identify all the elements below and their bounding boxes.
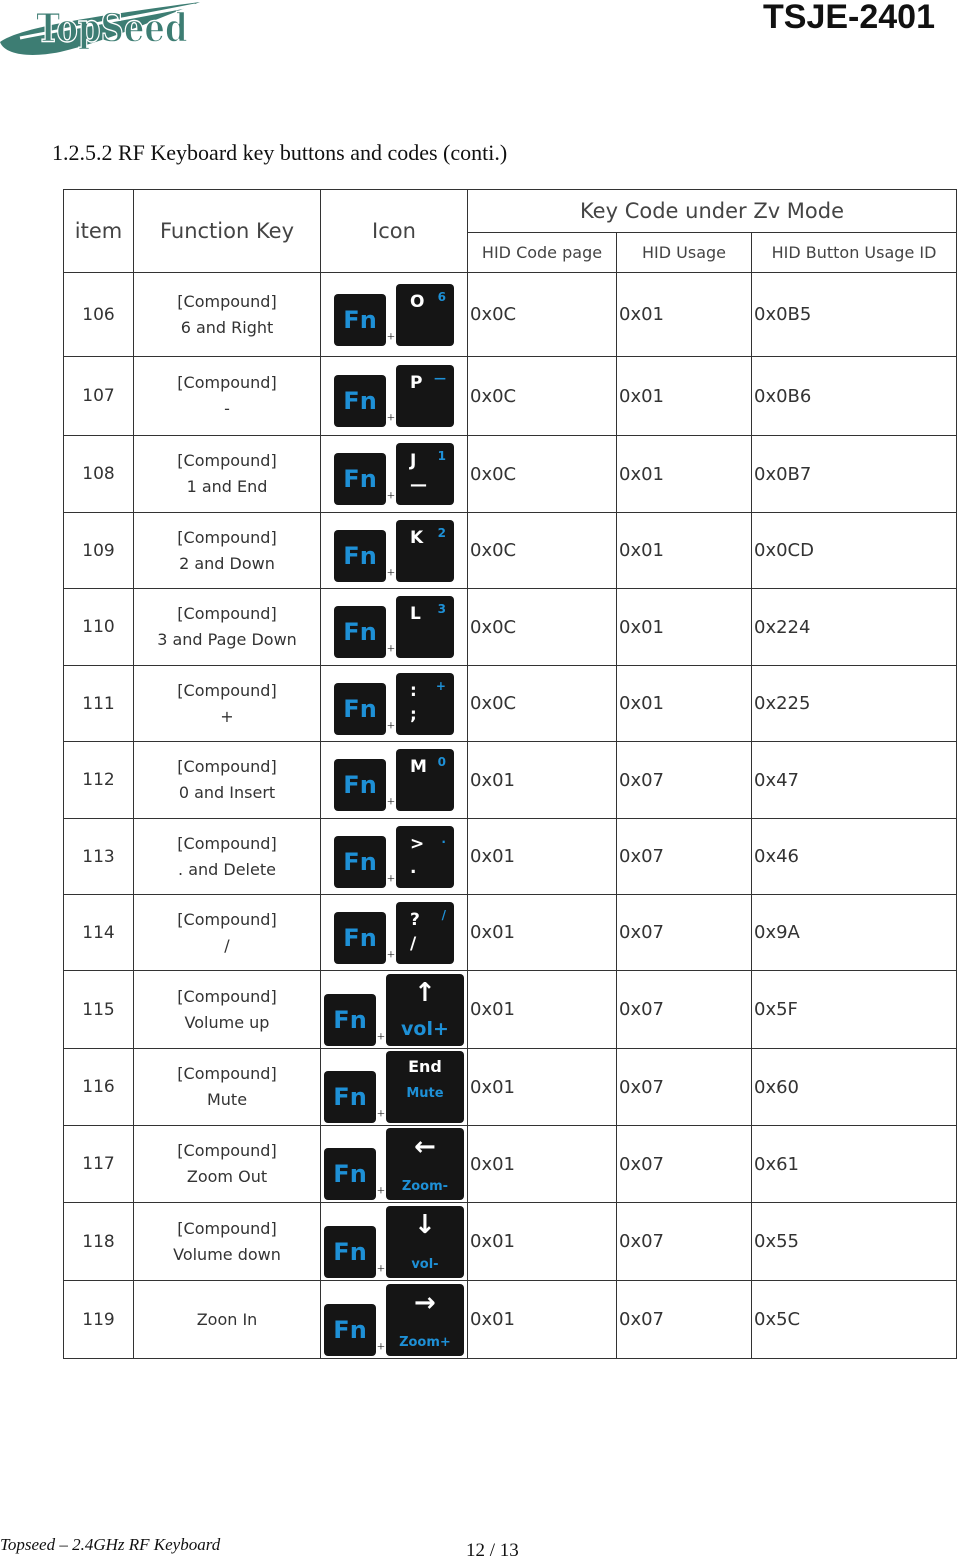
hid-button-usage-id: 0x0B7 bbox=[752, 436, 957, 513]
keycap-icon bbox=[396, 284, 454, 346]
table-row bbox=[64, 436, 957, 513]
hid-button-usage-id: 0x224 bbox=[752, 589, 957, 666]
function-key-cell bbox=[134, 589, 321, 666]
header-hid-usage: HID Usage bbox=[617, 233, 752, 273]
key-icon-cell bbox=[321, 589, 468, 666]
hid-button-usage-id: 0x46 bbox=[752, 819, 957, 895]
key-arrow-icon: ↑ bbox=[414, 977, 436, 1008]
hid-code-page: 0x01 bbox=[468, 1126, 617, 1203]
key-combo bbox=[324, 1051, 464, 1123]
key-lower-label: / bbox=[409, 933, 417, 954]
key-combo bbox=[334, 443, 454, 505]
hid-button-usage-id: 0x0B6 bbox=[752, 357, 957, 436]
plus-sign: + bbox=[387, 718, 395, 734]
hid-code-page: 0x0C bbox=[468, 273, 617, 357]
function-key-cell bbox=[134, 273, 321, 357]
header-hid-code-page: HID Code page bbox=[468, 233, 617, 273]
function-key-cell bbox=[134, 666, 321, 742]
key-combo bbox=[324, 1206, 464, 1278]
table-row bbox=[64, 1126, 957, 1203]
fn-key-icon: Fn bbox=[334, 912, 386, 964]
function-key-line1: [Compound] bbox=[177, 909, 277, 929]
function-key-line2: + bbox=[220, 706, 234, 726]
function-key-line2: 1 and End bbox=[186, 477, 268, 496]
function-key-line1: [Compound] bbox=[177, 291, 277, 311]
hid-button-usage-id: 0x9A bbox=[752, 895, 957, 971]
key-combo bbox=[334, 520, 454, 582]
key-secondary-label: vol- bbox=[411, 1256, 439, 1272]
key-secondary-label: + bbox=[435, 678, 446, 693]
key-primary-label: : bbox=[409, 680, 417, 701]
fn-key-icon: Fn bbox=[324, 1071, 376, 1123]
key-combo bbox=[334, 596, 454, 658]
plus-sign: + bbox=[387, 565, 395, 581]
fn-key-icon: Fn bbox=[334, 530, 386, 582]
key-combo bbox=[334, 826, 454, 888]
key-primary-label: J bbox=[409, 451, 417, 471]
fn-key-icon: Fn bbox=[334, 759, 386, 811]
plus-sign: + bbox=[387, 947, 395, 963]
item-number: 115 bbox=[64, 971, 134, 1049]
hid-usage: 0x01 bbox=[617, 273, 752, 357]
keycap-icon bbox=[386, 1206, 464, 1278]
table-row bbox=[64, 819, 957, 895]
key-icon-cell bbox=[321, 436, 468, 513]
function-key-cell bbox=[134, 971, 321, 1049]
function-key-cell bbox=[134, 436, 321, 513]
key-combo bbox=[334, 673, 454, 735]
document-id: TSJE-2401 bbox=[763, 0, 935, 36]
keycap-icon bbox=[396, 365, 454, 427]
item-number: 109 bbox=[64, 513, 134, 589]
hid-usage: 0x07 bbox=[617, 1049, 752, 1126]
item-number: 113 bbox=[64, 819, 134, 895]
key-arrow-icon: ↓ bbox=[414, 1209, 436, 1240]
fn-key-icon: Fn bbox=[334, 453, 386, 505]
plus-sign: + bbox=[377, 1261, 385, 1277]
plus-sign: + bbox=[387, 642, 395, 657]
key-primary-label: End bbox=[408, 1057, 442, 1076]
function-key-line2: 6 and Right bbox=[180, 317, 274, 337]
table-row bbox=[64, 971, 957, 1049]
hid-usage: 0x01 bbox=[617, 589, 752, 666]
key-icon-cell bbox=[321, 1203, 468, 1281]
plus-sign: + bbox=[387, 411, 395, 426]
key-secondary-label: Mute bbox=[406, 1086, 444, 1101]
plus-sign: + bbox=[377, 1339, 385, 1355]
hid-code-page: 0x01 bbox=[468, 1049, 617, 1126]
function-key-cell bbox=[134, 357, 321, 436]
footer-page-number: 12 / 13 bbox=[466, 1540, 519, 1561]
hid-button-usage-id: 0x0B5 bbox=[752, 273, 957, 357]
key-icon-cell bbox=[321, 1049, 468, 1126]
function-key-line1: [Compound] bbox=[177, 1218, 277, 1238]
key-icon-cell bbox=[321, 1126, 468, 1203]
table-row bbox=[64, 1203, 957, 1281]
function-key-cell bbox=[134, 819, 321, 895]
footer-product: Topseed – 2.4GHz RF Keyboard bbox=[0, 1535, 221, 1554]
function-key-cell bbox=[134, 895, 321, 971]
key-primary-label: M bbox=[409, 757, 427, 777]
key-combo bbox=[324, 1284, 464, 1356]
header-item: item bbox=[64, 190, 134, 273]
function-key-cell bbox=[134, 1281, 321, 1359]
hid-button-usage-id: 0x60 bbox=[752, 1049, 957, 1126]
plus-sign: + bbox=[387, 795, 395, 810]
key-secondary-label: 2 bbox=[437, 525, 446, 540]
hid-usage: 0x01 bbox=[617, 436, 752, 513]
key-combo bbox=[334, 284, 454, 346]
key-icon-cell bbox=[321, 819, 468, 895]
item-number: 112 bbox=[64, 742, 134, 819]
key-combo bbox=[324, 1128, 464, 1200]
hid-code-page: 0x0C bbox=[468, 589, 617, 666]
fn-key-icon: Fn bbox=[324, 1226, 376, 1278]
hid-usage: 0x07 bbox=[617, 1126, 752, 1203]
hid-code-page: 0x01 bbox=[468, 742, 617, 819]
table-body bbox=[64, 273, 957, 1359]
hid-button-usage-id: 0x47 bbox=[752, 742, 957, 819]
item-number: 118 bbox=[64, 1203, 134, 1281]
function-key-line2: - bbox=[224, 399, 230, 418]
table-row bbox=[64, 1049, 957, 1126]
function-key-line2: / bbox=[224, 935, 230, 955]
item-number: 114 bbox=[64, 895, 134, 971]
fn-key-icon: Fn bbox=[334, 606, 386, 658]
hid-usage: 0x01 bbox=[617, 357, 752, 436]
function-key-line1: [Compound] bbox=[177, 680, 277, 700]
function-key-line2: 2 and Down bbox=[179, 553, 275, 573]
item-number: 107 bbox=[64, 357, 134, 436]
table-row bbox=[64, 742, 957, 819]
fn-key-icon: Fn bbox=[334, 683, 386, 735]
key-secondary-label: 6 bbox=[437, 289, 446, 304]
fn-key-icon: Fn bbox=[324, 1304, 376, 1356]
key-primary-label: > bbox=[409, 833, 425, 854]
key-secondary-label: 0 bbox=[437, 755, 446, 769]
hid-code-page: 0x01 bbox=[468, 1281, 617, 1359]
key-code-table bbox=[63, 189, 957, 1359]
item-number: 111 bbox=[64, 666, 134, 742]
function-key-line1: [Compound] bbox=[177, 1141, 277, 1160]
item-number: 117 bbox=[64, 1126, 134, 1203]
key-primary-label: ? bbox=[409, 909, 420, 930]
key-secondary-label: 3 bbox=[437, 602, 446, 616]
plus-sign: + bbox=[377, 1107, 385, 1122]
section-title: 1.2.5.2 RF Keyboard key buttons and codes (conti.) bbox=[52, 140, 508, 165]
plus-sign: + bbox=[377, 1184, 385, 1199]
key-secondary-label: 1 bbox=[437, 449, 446, 463]
key-icon-cell bbox=[321, 895, 468, 971]
key-icon-cell bbox=[321, 1281, 468, 1359]
function-key-cell bbox=[134, 742, 321, 819]
key-icon-cell bbox=[321, 273, 468, 357]
table-row bbox=[64, 513, 957, 589]
keycap-icon bbox=[396, 520, 454, 582]
keycap-icon bbox=[396, 749, 454, 811]
item-number: 106 bbox=[64, 273, 134, 357]
key-combo bbox=[324, 974, 464, 1046]
table-row bbox=[64, 357, 957, 436]
key-secondary-label: / bbox=[441, 907, 446, 922]
hid-code-page: 0x0C bbox=[468, 666, 617, 742]
fn-key-icon: Fn bbox=[334, 375, 386, 427]
key-icon-cell bbox=[321, 357, 468, 436]
hid-usage: 0x07 bbox=[617, 1203, 752, 1281]
function-key-line1: [Compound] bbox=[177, 757, 277, 776]
hid-code-page: 0x0C bbox=[468, 357, 617, 436]
table-row bbox=[64, 589, 957, 666]
function-key-line2: . and Delete bbox=[178, 859, 276, 879]
topseed-logo bbox=[0, 0, 205, 60]
function-key-cell bbox=[134, 1203, 321, 1281]
key-primary-label: O bbox=[409, 291, 425, 312]
function-key-line1: [Compound] bbox=[177, 451, 277, 470]
function-key-line1: [Compound] bbox=[177, 986, 277, 1006]
key-lower-label: . bbox=[409, 857, 417, 878]
table-row bbox=[64, 666, 957, 742]
function-key-line2: Mute bbox=[206, 1090, 248, 1109]
hid-usage: 0x01 bbox=[617, 513, 752, 589]
keycap-icon bbox=[396, 673, 454, 735]
key-combo bbox=[334, 902, 454, 964]
hid-code-page: 0x01 bbox=[468, 895, 617, 971]
function-key-line1: [Compound] bbox=[177, 373, 277, 392]
fn-key-icon: Fn bbox=[334, 294, 386, 346]
item-number: 108 bbox=[64, 436, 134, 513]
function-key-cell bbox=[134, 513, 321, 589]
function-key-line1: [Compound] bbox=[177, 833, 277, 853]
keycap-icon bbox=[386, 974, 464, 1046]
logo-text: TopSeed bbox=[36, 5, 188, 52]
key-arrow-icon: ← bbox=[414, 1132, 436, 1162]
key-icon-cell bbox=[321, 971, 468, 1049]
function-key-line2: Volume down bbox=[173, 1244, 281, 1264]
function-key-line1: [Compound] bbox=[177, 1064, 277, 1083]
hid-code-page: 0x0C bbox=[468, 436, 617, 513]
plus-sign: + bbox=[377, 1029, 385, 1045]
function-key-line2: 3 and Page Down bbox=[157, 630, 297, 649]
hid-usage: 0x07 bbox=[617, 1281, 752, 1359]
key-combo bbox=[334, 749, 454, 811]
key-combo bbox=[334, 365, 454, 427]
fn-key-icon: Fn bbox=[324, 1148, 376, 1200]
key-primary-label: P bbox=[409, 373, 423, 393]
hid-button-usage-id: 0x5C bbox=[752, 1281, 957, 1359]
function-key-line1: [Compound] bbox=[177, 527, 277, 547]
key-arrow-icon: → bbox=[414, 1287, 436, 1318]
hid-usage: 0x01 bbox=[617, 666, 752, 742]
key-secondary-label: . bbox=[441, 831, 446, 846]
header-icon: Icon bbox=[321, 190, 468, 273]
table-row bbox=[64, 273, 957, 357]
function-key-line1: Zoon In bbox=[196, 1309, 258, 1329]
keycap-icon bbox=[386, 1051, 464, 1123]
hid-code-page: 0x01 bbox=[468, 1203, 617, 1281]
header-function-key: Function Key bbox=[134, 190, 321, 273]
hid-button-usage-id: 0x225 bbox=[752, 666, 957, 742]
hid-code-page: 0x01 bbox=[468, 819, 617, 895]
plus-sign: + bbox=[387, 329, 395, 345]
key-icon-cell bbox=[321, 513, 468, 589]
header-hid-button-usage-id: HID Button Usage ID bbox=[752, 233, 957, 273]
hid-code-page: 0x01 bbox=[468, 971, 617, 1049]
plus-sign: + bbox=[387, 489, 395, 504]
key-lower-label: — bbox=[409, 475, 427, 495]
key-secondary-label: — bbox=[433, 371, 446, 385]
keycap-icon bbox=[396, 443, 454, 505]
hid-code-page: 0x0C bbox=[468, 513, 617, 589]
item-number: 119 bbox=[64, 1281, 134, 1359]
header-key-code-group: Key Code under Zv Mode bbox=[468, 190, 957, 233]
key-icon-cell bbox=[321, 666, 468, 742]
function-key-line1: [Compound] bbox=[177, 604, 277, 623]
item-number: 116 bbox=[64, 1049, 134, 1126]
table-row bbox=[64, 895, 957, 971]
keycap-icon bbox=[386, 1284, 464, 1356]
hid-usage: 0x07 bbox=[617, 895, 752, 971]
key-secondary-label: Zoom- bbox=[401, 1179, 449, 1194]
key-primary-label: L bbox=[409, 604, 421, 624]
hid-usage: 0x07 bbox=[617, 971, 752, 1049]
hid-button-usage-id: 0x61 bbox=[752, 1126, 957, 1203]
function-key-line2: Volume up bbox=[184, 1012, 270, 1032]
table-row bbox=[64, 1281, 957, 1359]
hid-usage: 0x07 bbox=[617, 819, 752, 895]
function-key-line2: Zoom Out bbox=[186, 1167, 268, 1186]
function-key-cell bbox=[134, 1126, 321, 1203]
function-key-line2: 0 and Insert bbox=[178, 783, 276, 802]
keycap-icon bbox=[386, 1128, 464, 1200]
key-lower-label: ; bbox=[409, 704, 417, 725]
fn-key-icon: Fn bbox=[324, 994, 376, 1046]
hid-usage: 0x07 bbox=[617, 742, 752, 819]
hid-button-usage-id: 0x0CD bbox=[752, 513, 957, 589]
key-secondary-label: Zoom+ bbox=[399, 1334, 451, 1350]
function-key-cell bbox=[134, 1049, 321, 1126]
fn-key-icon: Fn bbox=[334, 836, 386, 888]
key-primary-label: K bbox=[409, 527, 424, 548]
plus-sign: + bbox=[387, 871, 395, 887]
keycap-icon bbox=[396, 902, 454, 964]
keycap-icon bbox=[396, 826, 454, 888]
hid-button-usage-id: 0x55 bbox=[752, 1203, 957, 1281]
item-number: 110 bbox=[64, 589, 134, 666]
keycap-icon bbox=[396, 596, 454, 658]
key-secondary-label: vol+ bbox=[401, 1017, 449, 1040]
key-icon-cell bbox=[321, 742, 468, 819]
hid-button-usage-id: 0x5F bbox=[752, 971, 957, 1049]
